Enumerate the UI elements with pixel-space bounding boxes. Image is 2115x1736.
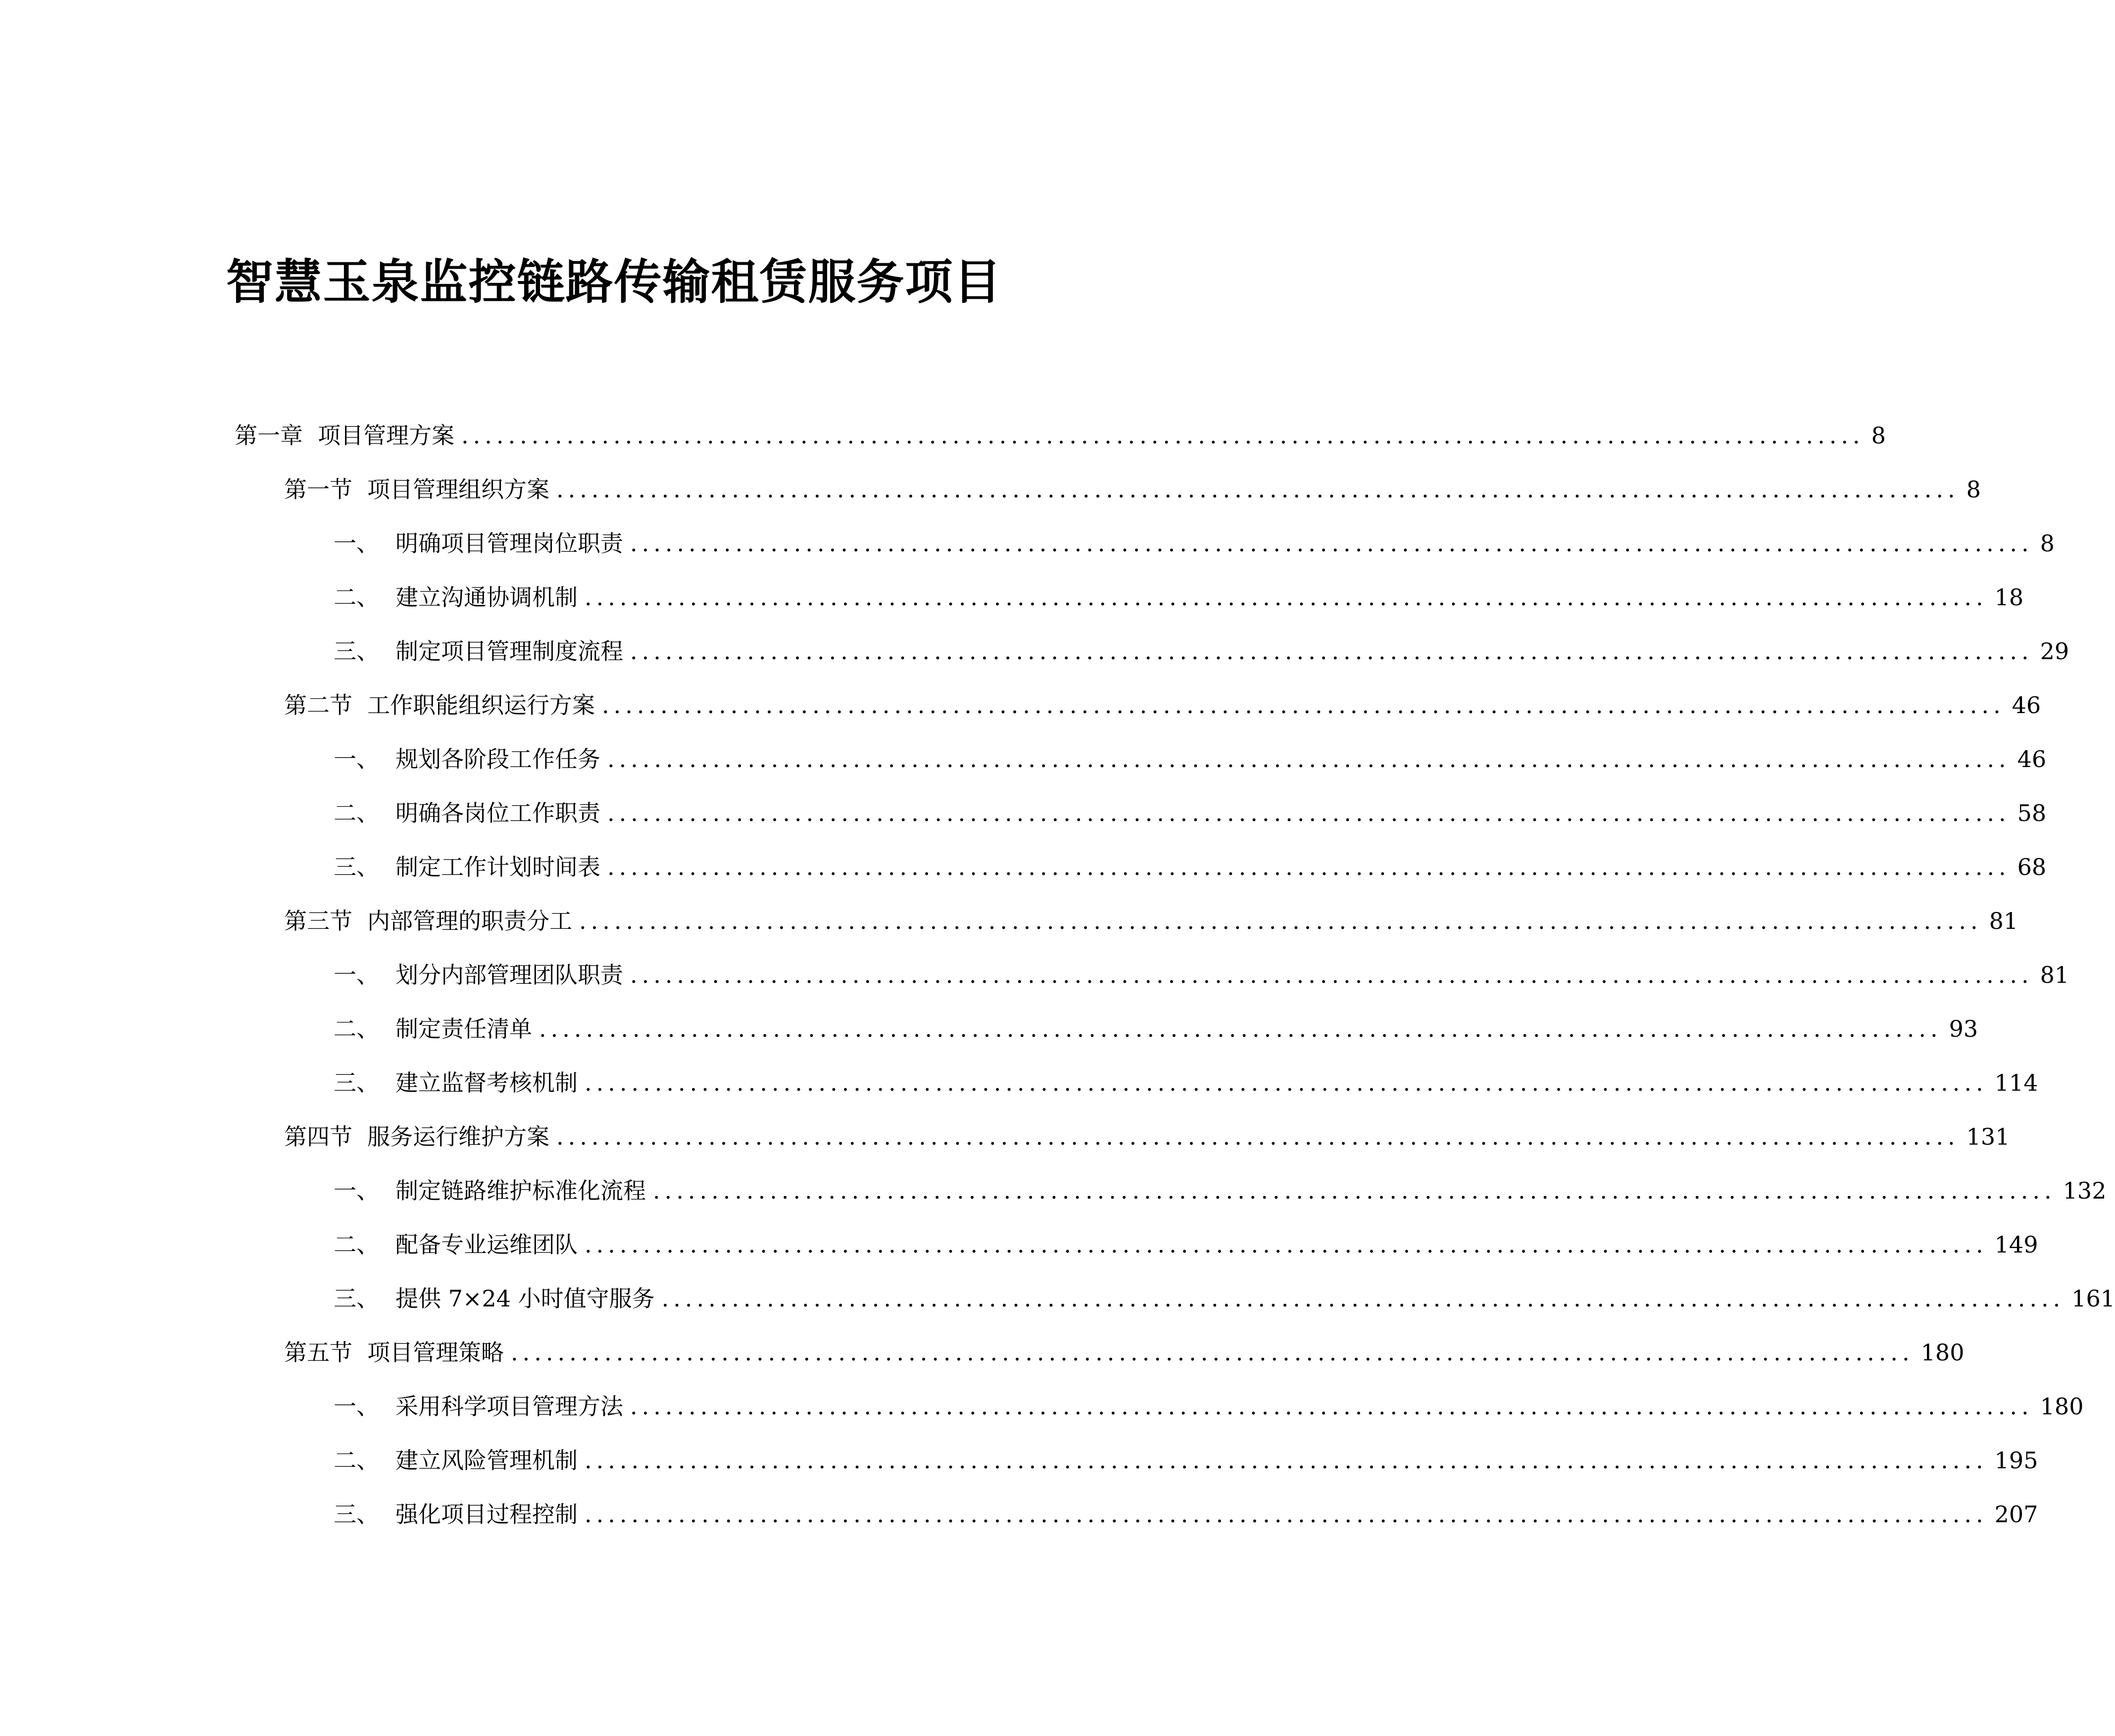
toc-entry-page: 131 [1966, 1123, 2010, 1150]
toc-entry-number: 二、 [334, 1231, 379, 1258]
toc-leader-dots: ........................................................................................................................ [607, 800, 2011, 826]
toc-entry[interactable] [284, 1333, 1965, 1372]
toc-entry[interactable] [334, 739, 2047, 779]
toc-entry[interactable] [334, 1225, 2038, 1264]
toc-leader-dots: ........................................................................................................................ [585, 1447, 1988, 1474]
toc-entry-label: 明确各岗位工作职责 [395, 800, 600, 826]
toc-entry[interactable] [334, 524, 2055, 563]
toc-entry-number: 二、 [334, 1015, 379, 1042]
toc-entry[interactable] [334, 1495, 2038, 1534]
toc-entry-page: 93 [1949, 1015, 1978, 1042]
toc-entry-page: 81 [1989, 908, 2018, 934]
toc-entry-label: 建立风险管理机制 [395, 1447, 578, 1474]
toc-entry-number: 三、 [334, 638, 379, 665]
toc-entry-label: 项目管理方案 [318, 422, 454, 449]
toc-leader-dots: ........................................................................................................................ [630, 530, 2033, 557]
toc-entry-number: 三、 [334, 854, 379, 880]
toc-entry[interactable] [284, 1117, 2010, 1157]
toc-entry-label: 内部管理的职责分工 [367, 908, 572, 934]
toc-entry-page: 114 [1994, 1069, 2038, 1096]
toc-entry-label: 明确项目管理岗位职责 [395, 530, 623, 557]
toc-entry-page: 68 [2017, 854, 2047, 880]
toc-entry-label: 建立沟通协调机制 [395, 584, 578, 611]
toc-entry[interactable] [334, 847, 2047, 887]
toc-entry-page: 18 [1994, 584, 2024, 611]
toc-entry-number: 第一节 [284, 476, 352, 503]
toc-leader-dots: ........................................................................................................................ [511, 1339, 1914, 1366]
toc-leader-dots: ........................................................................................................................ [579, 908, 1982, 934]
toc-entry-number: 第二节 [284, 692, 352, 719]
toc-leader-dots: ........................................................................................................................ [661, 1285, 2065, 1312]
toc-entry-number: 一、 [334, 962, 379, 988]
toc-entry-page: 149 [1994, 1231, 2038, 1258]
toc-entry[interactable] [334, 631, 2069, 671]
toc-leader-dots: ........................................................................................................................ [585, 584, 1988, 611]
toc-entry-label: 提供 7×24 小时值守服务 [395, 1285, 655, 1312]
toc-entry[interactable] [334, 1171, 2107, 1210]
toc-entry-number: 三、 [334, 1285, 379, 1312]
toc-entry-label: 建立监督考核机制 [395, 1069, 578, 1096]
toc-leader-dots: ........................................................................................................................ [607, 854, 2011, 880]
toc-entry-page: 58 [2017, 800, 2047, 826]
toc-entry-number: 一、 [334, 746, 379, 772]
toc-entry-page: 81 [2040, 962, 2069, 988]
toc-entry-label: 服务运行维护方案 [367, 1123, 549, 1150]
toc-leader-dots: ........................................................................................................................ [556, 476, 1960, 503]
toc-leader-dots: ........................................................................................................................ [556, 1123, 1960, 1150]
toc-entry-number: 二、 [334, 800, 379, 826]
toc-entry-number: 三、 [334, 1501, 379, 1528]
toc-entry-label: 划分内部管理团队职责 [395, 962, 623, 988]
toc-entry-label: 规划各阶段工作任务 [395, 746, 600, 772]
toc-entry-label: 配备专业运维团队 [395, 1231, 578, 1258]
toc-entry-page: 8 [1966, 476, 1981, 503]
toc-entry-page: 8 [2040, 530, 2055, 557]
toc-entry-page: 8 [1871, 422, 1886, 449]
toc-entry-page: 46 [2012, 692, 2041, 719]
toc-leader-dots: ........................................................................................................................ [630, 638, 2033, 665]
toc-entry[interactable] [334, 1009, 1978, 1049]
toc-entry-label: 项目管理组织方案 [367, 476, 549, 503]
toc-leader-dots: ........................................................................................................................ [630, 1393, 2033, 1420]
toc-entry[interactable] [284, 901, 2018, 941]
toc-entry[interactable] [334, 1063, 2038, 1103]
toc-entry-page: 195 [1994, 1447, 2038, 1474]
toc-entry-number: 一、 [334, 530, 379, 557]
toc-entry-number: 第五节 [284, 1339, 352, 1366]
toc-leader-dots: ........................................................................................................................ [539, 1015, 1942, 1042]
toc-leader-dots: ........................................................................................................................ [607, 746, 2011, 772]
toc-entry-page: 132 [2063, 1177, 2107, 1204]
toc-entry[interactable] [334, 955, 2069, 995]
toc-entry-number: 一、 [334, 1393, 379, 1420]
toc-entry-label: 制定责任清单 [395, 1015, 532, 1042]
toc-entry[interactable] [334, 1387, 2084, 1426]
toc-entry[interactable] [284, 470, 1981, 509]
toc-entry-label: 工作职能组织运行方案 [367, 692, 595, 719]
toc-entry-page: 180 [2040, 1393, 2084, 1420]
toc-entry-label: 强化项目过程控制 [395, 1501, 578, 1528]
toc-entry-page: 29 [2040, 638, 2069, 665]
toc-entry[interactable] [334, 1441, 2038, 1480]
toc-entry-number: 三、 [334, 1069, 379, 1096]
toc-entry-label: 项目管理策略 [367, 1339, 504, 1366]
toc-entry-page: 46 [2017, 746, 2047, 772]
toc-entry-number: 二、 [334, 584, 379, 611]
toc-leader-dots: ........................................................................................................................ [602, 692, 2005, 719]
toc-entry-page: 207 [1994, 1501, 2038, 1528]
toc-leader-dots: ........................................................................................................................ [585, 1069, 1988, 1096]
toc-leader-dots: ........................................................................................................................ [461, 422, 1865, 449]
toc-entry-number: 二、 [334, 1447, 379, 1474]
toc-entry-number: 第三节 [284, 908, 352, 934]
toc-entry-number: 一、 [334, 1177, 379, 1204]
toc-entry[interactable] [235, 416, 1886, 455]
toc-entry-page: 161 [2071, 1285, 2115, 1312]
document-title: 智慧玉泉监控链路传输租赁服务项目 [226, 254, 1002, 310]
toc-entry-number: 第一章 [235, 422, 303, 449]
toc-leader-dots: ........................................................................................................................ [630, 962, 2033, 988]
toc-entry-label: 制定项目管理制度流程 [395, 638, 623, 665]
toc-entry-number: 第四节 [284, 1123, 352, 1150]
toc-entry[interactable] [334, 1279, 2115, 1318]
toc-entry-label: 制定链路维护标准化流程 [395, 1177, 646, 1204]
toc-entry[interactable] [284, 685, 2041, 725]
toc-leader-dots: ........................................................................................................................ [653, 1177, 2056, 1204]
toc-entry[interactable] [334, 793, 2047, 833]
toc-entry-page: 180 [1920, 1339, 1965, 1366]
toc-entry-label: 采用科学项目管理方法 [395, 1393, 623, 1420]
toc-entry[interactable] [334, 578, 2024, 617]
toc-leader-dots: ........................................................................................................................ [585, 1501, 1988, 1528]
toc-leader-dots: ........................................................................................................................ [585, 1231, 1988, 1258]
toc-entry-label: 制定工作计划时间表 [395, 854, 600, 880]
